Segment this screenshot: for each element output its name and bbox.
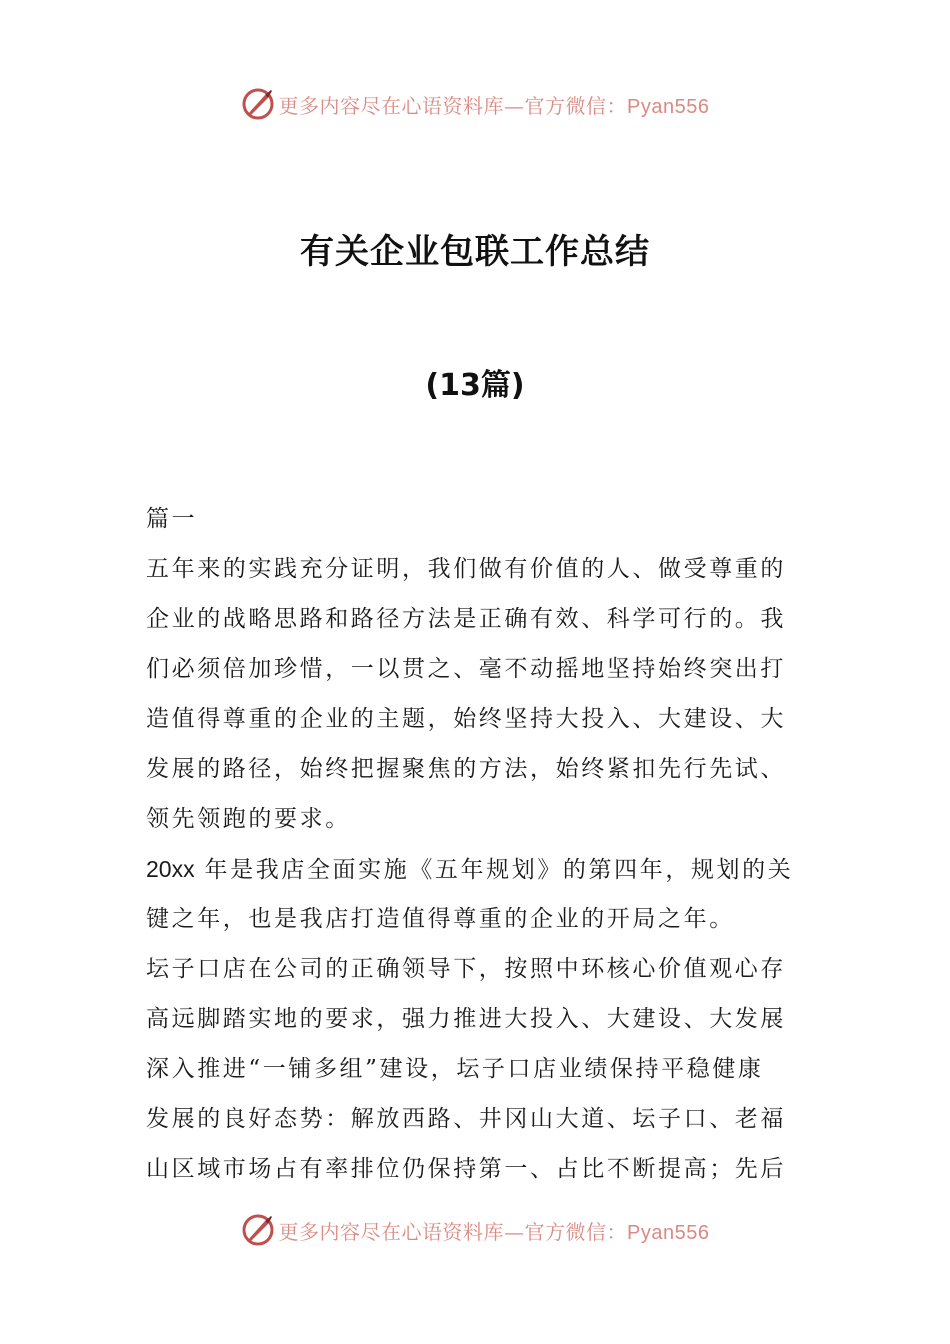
watermark-text: 更多内容尽在心语资料库—官方微信： bbox=[278, 1219, 628, 1244]
paragraph-line: 五年来的实践充分证明，我们做有价值的人、做受尊重的 bbox=[146, 556, 786, 582]
section-heading: 篇一 bbox=[146, 506, 198, 532]
paragraph-line: 山区域市场占有率排位仍保持第一、占比不断提高；先后 bbox=[146, 1156, 786, 1182]
watermark-wechat-id: Pyan556 bbox=[627, 1221, 710, 1244]
paragraph-line: 深入推进“一铺多组”建设，坛子口店业绩保持平稳健康 bbox=[146, 1056, 764, 1082]
paragraph-line: 们必须倍加珍惜，一以贯之、毫不动摇地坚持始终突出打 bbox=[146, 656, 786, 682]
paragraph-line: 发展的良好态势：解放西路、井冈山大道、坛子口、老福 bbox=[146, 1106, 786, 1132]
paragraph-line: 20xx 年是我店全面实施《五年规划》的第四年，规划的关 bbox=[146, 856, 794, 883]
paragraph-line: 企业的战略思路和路径方法是正确有效、科学可行的。我 bbox=[146, 606, 786, 632]
watermark-banner-top bbox=[0, 84, 950, 124]
quill-logo-icon bbox=[241, 1213, 275, 1247]
watermark-banner-bottom bbox=[0, 1210, 950, 1250]
paragraph-line: 领先领跑的要求。 bbox=[146, 806, 351, 832]
document-title: 有关企业包联工作总结 bbox=[300, 232, 650, 272]
paragraph-line: 坛子口店在公司的正确领导下，按照中环核心价值观心存 bbox=[146, 956, 786, 982]
quill-logo-icon bbox=[241, 87, 275, 121]
watermark-text: 更多内容尽在心语资料库—官方微信： bbox=[278, 93, 628, 118]
document-body bbox=[146, 494, 806, 1194]
paragraph-line: 高远脚踏实地的要求，强力推进大投入、大建设、大发展 bbox=[146, 1006, 786, 1032]
paragraph-line: 键之年，也是我店打造值得尊重的企业的开局之年。 bbox=[146, 906, 735, 932]
document-subtitle: (13篇) bbox=[425, 368, 525, 403]
paragraph-line: 发展的路径，始终把握聚焦的方法，始终紧扣先行先试、 bbox=[146, 756, 786, 782]
year-prefix: 20xx bbox=[146, 856, 195, 882]
paragraph-line: 造值得尊重的企业的主题，始终坚持大投入、大建设、大 bbox=[146, 706, 786, 732]
watermark-wechat-id: Pyan556 bbox=[627, 95, 710, 118]
